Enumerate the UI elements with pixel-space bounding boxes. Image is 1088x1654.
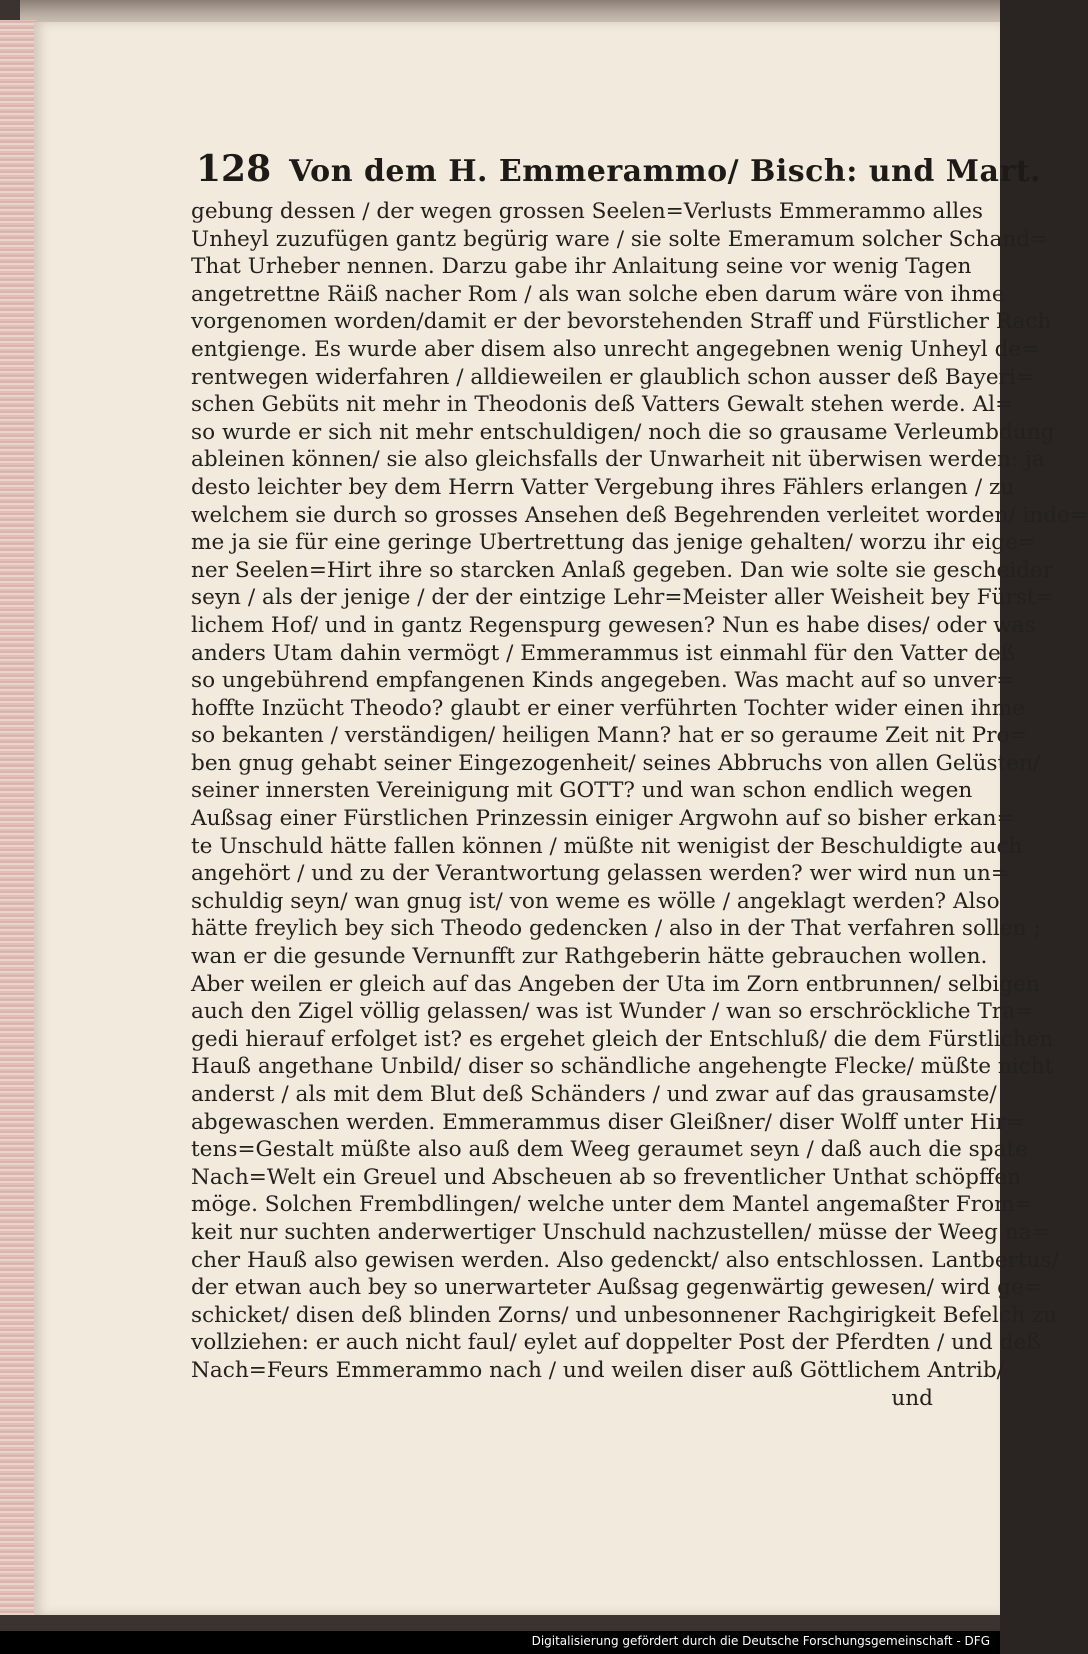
text-line: rentwegen widerfahren / alldieweilen er glaublich schon ausser deß Bayeri= <box>191 364 1034 390</box>
text-line: te Unschuld hätte fallen können / müßte nit wenigist der Beschuldigte auch <box>191 833 1023 859</box>
text-line: Nach=Welt ein Greuel und Abscheuen ab so freventlicher Unthat schöpffen <box>191 1164 1022 1190</box>
text-line: entgienge. Es wurde aber disem also unrecht angegebnen wenig Unheyl de= <box>191 336 1040 362</box>
text-line: ner Seelen=Hirt ihre so starcken Anlaß gegeben. Dan wie solte sie gescheider <box>191 557 1054 583</box>
text-line: seyn / als der jenige / der der eintzige Lehr=Meister aller Weisheit bey Fürst= <box>191 585 1054 611</box>
text-line: welchem sie durch so grosses Ansehen deß Begehrenden verleitet worden/ inde= <box>191 502 1088 528</box>
text-line: keit nur suchten anderwertiger Unschuld nachzustellen/ müsse der Weeg na= <box>191 1219 1050 1245</box>
text-line: me ja sie für eine geringe Ubertrettung das jenige gehalten/ worzu ihr eige= <box>191 530 1036 556</box>
text-line: anders Utam dahin vermögt / Emmerammus ist einmahl für den Vatter deß <box>191 640 1016 666</box>
text-line: Nach=Feurs Emmerammo nach / und weilen diser auß Göttlichem Antrib/ <box>191 1357 1004 1383</box>
text-line: desto leichter bey dem Herrn Vatter Vergebung ihres Fählers erlangen / zu <box>191 474 1015 500</box>
text-line: so bekanten / verständigen/ heiligen Mann? hat er so geraume Zeit nit Pro= <box>191 723 1028 749</box>
text-line: möge. Solchen Frembdlingen/ welche unter dem Mantel angemaßter From= <box>191 1192 1033 1218</box>
text-line: lichem Hof/ und in gantz Regenspurg gewesen? Nun es habe dises/ oder was <box>191 612 1036 638</box>
text-line: hoffte Inzücht Theodo? glaubt er einer verführten Tochter wider einen ihme <box>191 695 1026 721</box>
page-number: 128 <box>196 148 272 190</box>
text-line: schicket/ disen deß blinden Zorns/ und unbesonnener Rachgirigkeit Befelch zu <box>191 1302 1058 1328</box>
text-line: gedi hierauf erfolget ist? es ergehet gleich der Entschluß/ die dem Fürstlichen <box>191 1026 1054 1052</box>
page-header <box>196 148 1042 196</box>
text-line: so wurde er sich nit mehr entschuldigen/ noch die so grausame Verleumbdung <box>191 419 1055 445</box>
text-line: tens=Gestalt müßte also auß dem Weeg geraumet seyn / daß auch die spate <box>191 1137 1028 1163</box>
text-line: abgewaschen werden. Emmerammus diser Gleißner/ diser Wolff unter Hir= <box>191 1109 1025 1135</box>
text-line: hätte freylich bey sich Theodo gedencken / also in der That verfahren sollen ; <box>191 916 1041 942</box>
text-line: vorgenomen worden/damit er der bevorstehenden Straff und Fürstlicher Rach <box>191 309 1052 335</box>
running-title: Von dem H. Emmerammo/ Bisch: und Mart. <box>289 154 1042 189</box>
text-line: seiner innersten Vereinigung mit GOTT? und wan schon endlich wegen <box>191 778 973 804</box>
dfg-credit: Digitalisierung gefördert durch die Deutsche Forschungsgemeinschaft - DFG <box>531 1634 990 1648</box>
text-line: Außsag einer Fürstlichen Prinzessin einiger Argwohn auf so bisher erkan= <box>191 806 1015 832</box>
text-line: anderst / als mit dem Blut deß Schänders / und zwar auf das grausamste/ <box>191 1082 997 1107</box>
body-text <box>191 198 1088 1412</box>
text-line: ben gnug gehabt seiner Eingezogenheit/ seines Abbruchs von allen Gelüsten/ <box>191 750 1041 776</box>
text-line: schen Gebüts nit mehr in Theodonis deß Vatters Gewalt stehen werde. Al= <box>191 392 1014 418</box>
text-line: Unheyl zuzufügen gantz begürig ware / sie solte Emeramum solcher Schand= <box>191 226 1049 252</box>
text-line: cher Hauß also gewisen werden. Also gedenckt/ also entschlossen. Lantbertus/ <box>191 1247 1059 1273</box>
text-line: gebung dessen / der wegen grossen Seelen=Verlusts Emmerammo alles <box>191 199 983 224</box>
digitization-footer <box>0 1631 1000 1654</box>
text-line: auch den Zigel völlig gelassen/ was ist Wunder / wan so erschröckliche Tra= <box>191 999 1034 1025</box>
text-line: angetrettne Räiß nacher Rom / als wan solche eben darum wäre von ihme <box>191 281 1005 307</box>
text-line: angehört / und zu der Verantwortung gelassen werden? wer wird nun un= <box>191 861 1009 887</box>
text-line: der etwan auch bey so unerwarteter Außsag gegenwärtig gewesen/ wird ge= <box>191 1275 1042 1301</box>
text-line: Aber weilen er gleich auf das Angeben der Uta im Zorn entbrunnen/ selbigen <box>191 971 1040 997</box>
text-line: Hauß angethane Unbild/ diser so schändliche angehengte Flecke/ müßte nicht <box>191 1054 1054 1080</box>
text-line: ableinen können/ sie also gleichsfalls der Unwarheit nit überwisen werden: ja <box>191 447 1045 473</box>
page-stack-edge <box>0 20 38 1615</box>
text-line: so ungebührend empfangenen Kinds angegeben. Was macht auf so unver= <box>191 668 1015 694</box>
text-line: That Urheber nennen. Darzu gabe ihr Anlaitung seine vor wenig Tagen <box>191 254 972 280</box>
text-line: vollziehen: er auch nicht faul/ eylet auf doppelter Post der Pferdten / und deß <box>191 1330 1041 1356</box>
text-line: und <box>891 1385 933 1411</box>
text-line: wan er die gesunde Vernunfft zur Rathgeberin hätte gebrauchen wollen. <box>191 944 988 970</box>
text-line: schuldig seyn/ wan gnug ist/ von weme es wölle / angeklagt werden? Also <box>191 888 1000 914</box>
